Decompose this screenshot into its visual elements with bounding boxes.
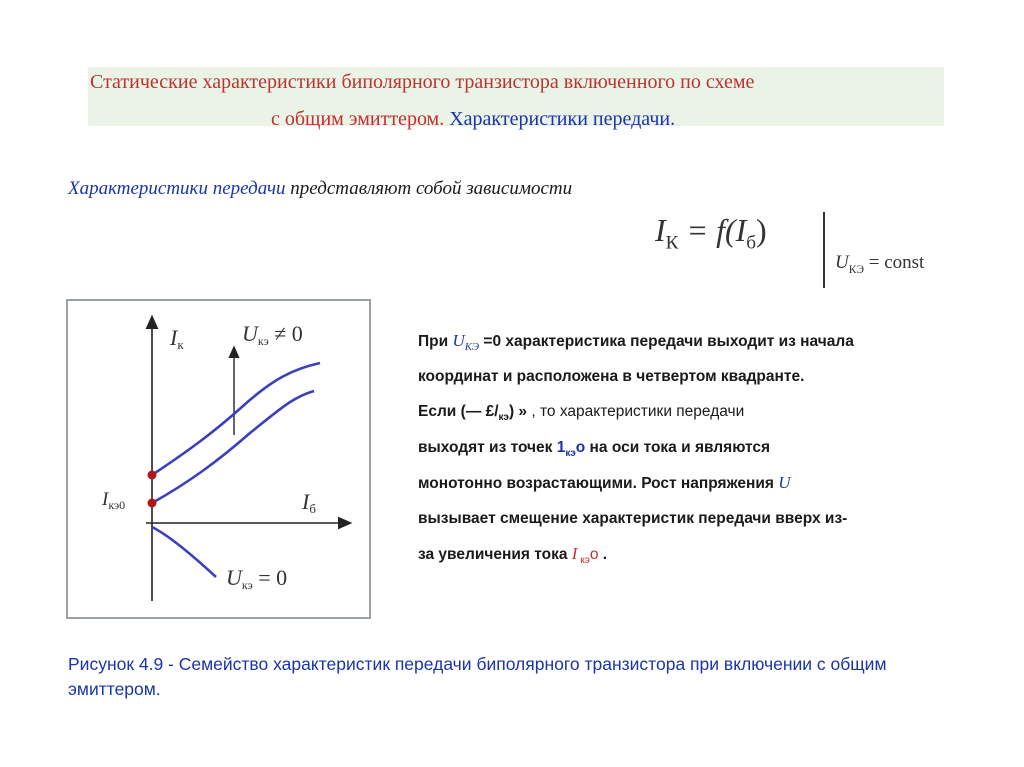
desc-line-2: координат и расположена в четвертом квадранте. <box>418 367 805 385</box>
formula-condition-bar <box>823 212 825 288</box>
desc-line-5 <box>418 469 978 505</box>
desc-l3-c: ) » <box>508 403 528 420</box>
upper-curve-label: Uкэ ≠ 0 <box>242 321 303 348</box>
desc-l7-c: о <box>589 546 599 563</box>
desc-line-4 <box>418 434 978 470</box>
formula-main <box>655 212 767 254</box>
desc-l1-sub: КЭ <box>464 341 480 354</box>
desc-l7-a: за увеличения тока <box>418 546 572 563</box>
desc-l4-b: 1 <box>556 438 566 456</box>
desc-l7-sub: кэ <box>577 555 590 567</box>
slide-title-line1: Статические характеристики биполярного транзистора включенного по схеме <box>90 71 755 93</box>
desc-l3-b: — £/ <box>465 403 499 420</box>
curve-upper <box>152 363 320 475</box>
transfer-characteristics-graph <box>66 299 371 619</box>
desc-l4-sub: кэ <box>565 447 576 459</box>
transfer-formula <box>655 212 965 292</box>
intro-text <box>68 178 572 200</box>
desc-line-1 <box>418 327 978 363</box>
title-line2-part-b: Характеристики передачи. <box>449 108 676 130</box>
y-axis-label: Iк <box>170 325 184 352</box>
desc-l3-a: Если ( <box>418 403 466 420</box>
desc-l7-var: I <box>571 544 578 563</box>
formula-rhs-sub: б <box>746 232 757 254</box>
curve-lower <box>152 527 216 577</box>
formula-cond-rest: = const <box>864 252 925 273</box>
desc-l1-a: При <box>418 333 453 350</box>
desc-l4-a: выходят из точек <box>418 438 557 456</box>
curve-middle <box>152 391 314 503</box>
desc-l7-d: . <box>598 546 608 563</box>
desc-line-6: вызывает смещение характеристик передачи вверх из- <box>418 509 848 527</box>
slide-title-line2 <box>271 108 675 131</box>
formula-cond-sub: КЭ <box>848 263 864 276</box>
formula-condition <box>835 252 924 276</box>
formula-lhs-sub: К <box>665 232 679 254</box>
desc-l1-b: =0 характеристика передачи выходит из начала <box>479 333 854 350</box>
desc-l1-var: U <box>452 331 465 350</box>
x-axis-label: Iб <box>302 489 316 516</box>
desc-l3-d: , то характеристики передачи <box>527 403 745 420</box>
point-ikeo <box>148 499 157 508</box>
formula-cond-var: U <box>835 252 849 273</box>
desc-l3-sub: кэ <box>498 412 509 424</box>
desc-l5-var: U <box>778 473 791 492</box>
title-line2-part-a: с общим эмиттером. <box>271 108 450 130</box>
point-upper <box>148 471 157 480</box>
desc-l4-c: о <box>575 438 586 456</box>
desc-line-3 <box>418 398 978 434</box>
desc-line-7 <box>418 540 978 576</box>
intro-rest: представляют собой зависимости <box>285 178 573 199</box>
desc-l5-a: монотонно возрастающими. Рост напряжения <box>418 475 779 492</box>
intro-term: Характеристики передачи <box>68 178 286 199</box>
ikeo-label: $I_{кэ0}$ <box>102 489 126 512</box>
description-text <box>418 327 978 576</box>
graph-svg <box>68 301 369 617</box>
formula-lhs: I <box>655 212 666 248</box>
lower-curve-label: Uкэ = 0 <box>226 565 288 592</box>
figure-caption: Рисунок 4.9 - Семейство характеристик передачи биполярного транзистора при включении с общим эмиттером. <box>68 654 887 699</box>
desc-l4-d: на оси тока и являются <box>585 438 771 456</box>
formula-rhs: = f(I <box>678 212 747 248</box>
formula-rhs-end: ) <box>756 212 767 248</box>
